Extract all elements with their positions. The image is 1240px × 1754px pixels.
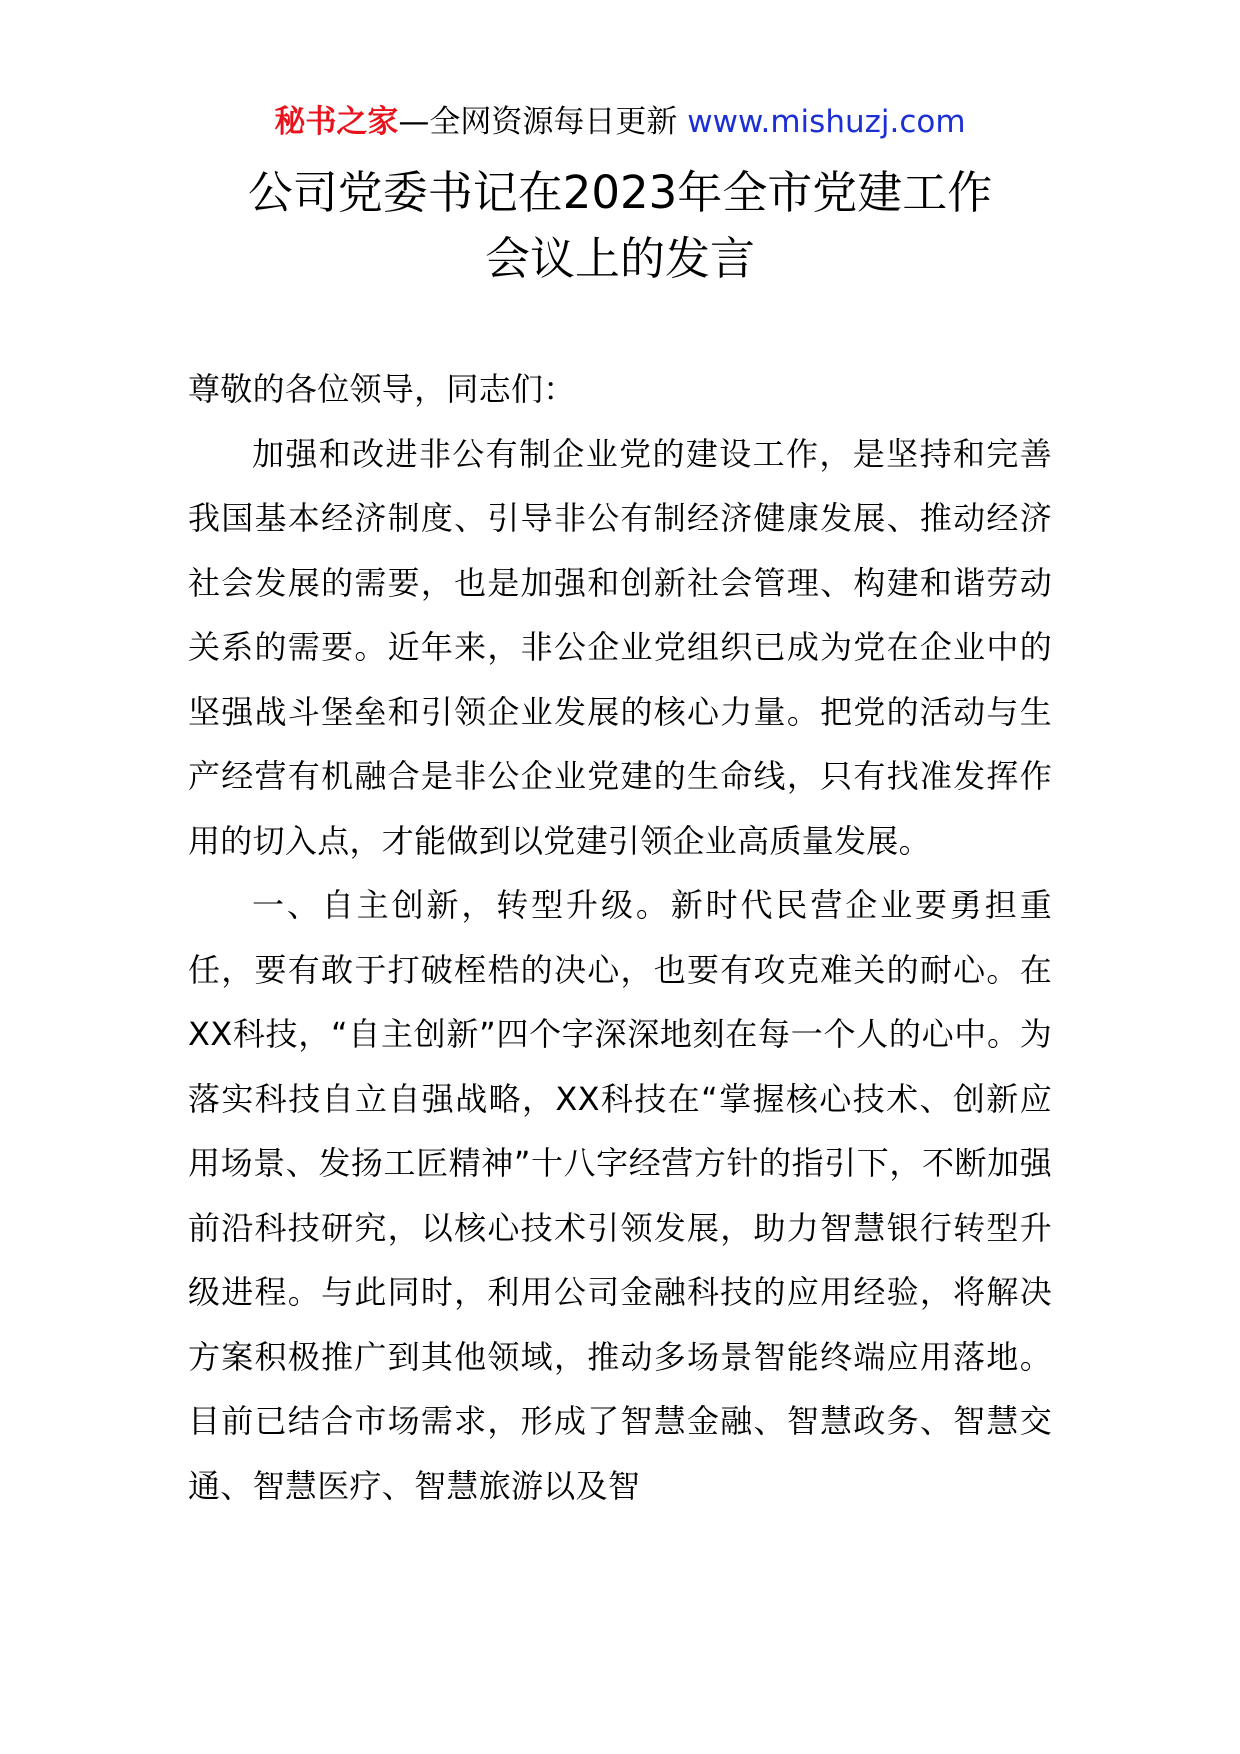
title-line-2: 会议上的发言 <box>484 232 755 285</box>
site-tagline: —全网资源每日更新 <box>398 104 688 140</box>
paragraph-section-1: 一、自主创新，转型升级。新时代民营企业要勇担重任，要有敢于打破桎梏的决心，也要有攻克难关的耐心。在XX科技，“自主创新”四个字深深地刻在每一个人的心中。为落实科技自立自强战略，XX科技在“掌握核心技术、创新应用场景、发扬工匠精神”十八字经营方针的指引下，不断加强前沿科技研究，以核心技术引领发展，助力智慧银行转型升级进程。与此同时，利用公司金融科技的应用经验，将解决方案积极推广到其他领域，推动多场景智能终端应用落地。目前已结合市场需求，形成了智慧金融、智慧政务、智慧交通、智慧医疗、智慧旅游以及智 <box>188 886 1052 1505</box>
salutation: 尊敬的各位领导，同志们： <box>188 370 576 408</box>
site-brand: 秘书之家 <box>274 104 399 140</box>
document-body <box>188 357 1052 1518</box>
paragraph-intro: 加强和改进非公有制企业党的建设工作，是坚持和完善我国基本经济制度、引导非公有制经济健康发展、推动经济社会发展的需要，也是加强和创新社会管理、构建和谐劳动关系的需要。近年来，非公企业党组织已成为党在企业中的坚强战斗堡垒和引领企业发展的核心力量。把党的活动与生产经营有机融合是非公企业党建的生命线，只有找准发挥作用的切入点，才能做到以党建引领企业高质量发展。 <box>188 434 1052 860</box>
title-line-1: 公司党委书记在2023年全市党建工作 <box>247 166 993 219</box>
site-banner <box>0 100 1240 144</box>
document-title <box>0 160 1240 292</box>
site-url[interactable]: www.mishuzj.com <box>687 104 966 140</box>
